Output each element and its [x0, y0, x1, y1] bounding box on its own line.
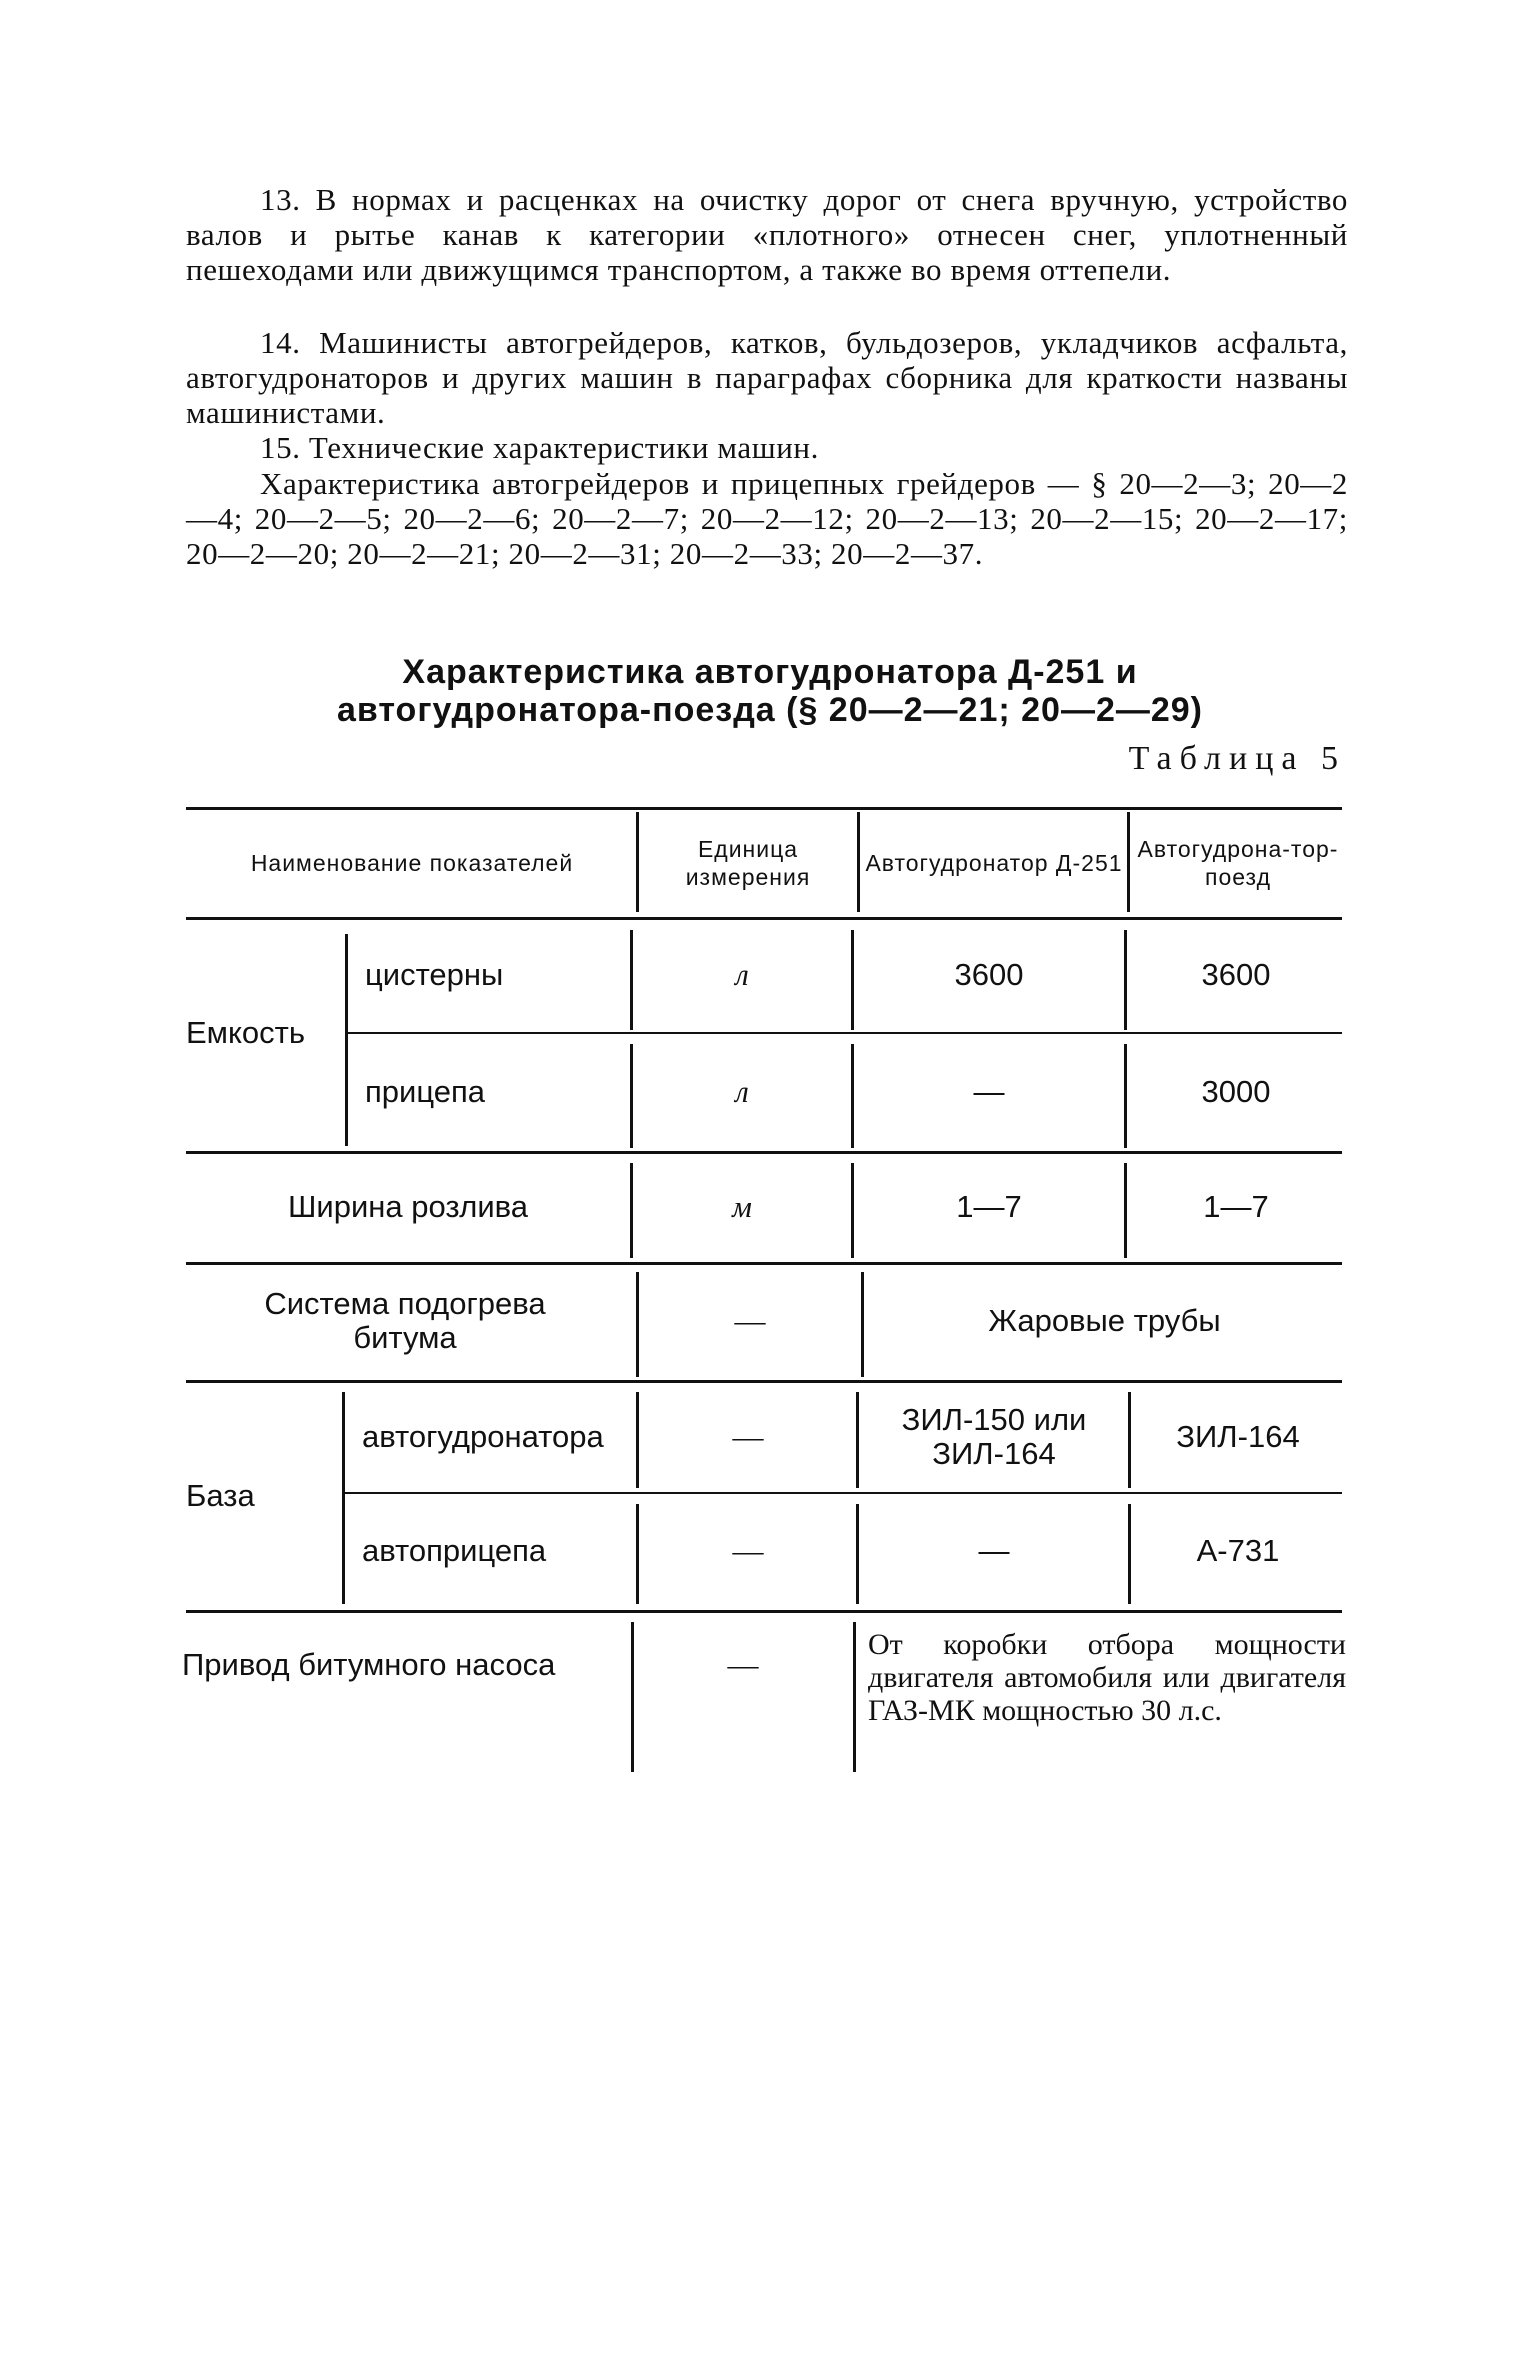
row-base-truck-unit: —	[732, 1418, 764, 1454]
header-autogudronator-d251: Автогудронатор Д-251	[865, 850, 1123, 876]
table-title-line-1: Характеристика автогудронатора Д-251 и	[402, 653, 1138, 691]
table-number-label: Таблица 5	[1128, 740, 1346, 777]
row-base-trailer-label: автоприцепа	[362, 1533, 547, 1568]
row-width-d251: 1—7	[956, 1189, 1022, 1224]
row-capacity-trailer-unit: л	[735, 1074, 749, 1109]
row-heating-value: Жаровые трубы	[988, 1303, 1221, 1338]
paragraph-15-grader-specs: Характеристика автогрейдеров и прицепных грейдеров — § 20—2—3; 20—2—4; 20—2—5; 20—2—6; 20—2—7; 20—2—12; 20—2—13; 20—2—15; 20—2—17; 20—2—20; 20—2—21; 20—2—31; 20—2—33; 20—2—37.	[186, 466, 1348, 571]
header-unit: Единица измерения	[685, 836, 811, 890]
paragraph-15: 15. Технические характеристики машин.	[260, 430, 819, 465]
row-capacity-tank-label: цистерны	[365, 957, 504, 992]
row-base-truck-d251: ЗИЛ-150 или ЗИЛ-164	[901, 1401, 1087, 1471]
row-pump-unit: —	[727, 1647, 759, 1682]
row-capacity-tank-train: 3600	[1201, 957, 1271, 992]
row-base-truck-train: ЗИЛ-164	[1176, 1418, 1300, 1454]
paragraph-13: 13. В нормах и расценках на очистку дорог от снега вручную, устройство валов и рытье канав к категории «плотного» отнесен снег, уплотненный пешеходами или движущимся транспортом, а также во время оттепели.	[186, 182, 1348, 287]
row-base-trailer-train: А-731	[1196, 1533, 1280, 1568]
row-pump-value: От коробки отбора мощности двигателя автомобиля или двигателя ГАЗ-МК мощностью 30 л.с.	[868, 1628, 1346, 1727]
header-indicator-name: Наименование показателей	[250, 850, 574, 876]
row-base-trailer-d251: —	[978, 1533, 1010, 1568]
row-capacity-trailer-label: прицепа	[365, 1074, 486, 1109]
row-capacity-tank-d251: 3600	[954, 957, 1024, 992]
table-title-line-2: автогудронатора-поезда (§ 20—2—21; 20—2—29)	[336, 691, 1203, 729]
row-heating-label: Система подогрева битума	[264, 1286, 546, 1355]
header-autogudronator-train: Автогудрона-тор-поезд	[1137, 836, 1339, 890]
row-pump-label: Привод битумного насоса	[182, 1647, 556, 1682]
row-capacity-trailer-d251: —	[973, 1074, 1005, 1109]
row-group-capacity: Емкость	[186, 1015, 305, 1050]
row-base-truck-label: автогудронатора	[362, 1418, 604, 1454]
row-base-trailer-unit: —	[732, 1533, 764, 1568]
row-capacity-trailer-train: 3000	[1201, 1074, 1271, 1109]
row-width-unit: м	[732, 1189, 752, 1224]
paragraph-14: 14. Машинисты автогрейдеров, катков, бульдозеров, укладчиков асфальта, автогудронаторов и других машин в параграфах сборника для краткости названы машинистами.	[186, 325, 1348, 430]
row-heating-unit: —	[734, 1303, 766, 1338]
row-capacity-tank-unit: л	[735, 957, 749, 992]
row-width-train: 1—7	[1203, 1189, 1269, 1224]
row-width-label: Ширина розлива	[287, 1189, 529, 1224]
row-group-base: База	[186, 1477, 255, 1513]
